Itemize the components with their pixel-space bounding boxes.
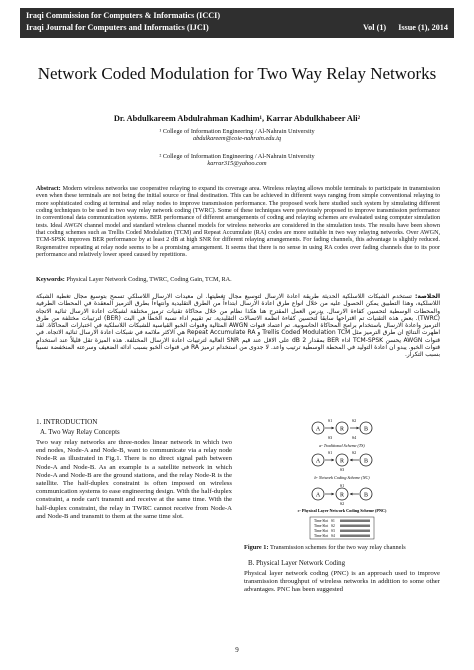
slot-s4-label: S4: [351, 435, 357, 440]
arabic-abstract: [36, 293, 440, 359]
page-number: 9: [235, 646, 239, 654]
legend-slot-label: Time Slot: [314, 529, 329, 533]
node-b-label: B: [363, 426, 369, 433]
node-a-label: A: [315, 458, 321, 465]
abstract-label: Abstract:: [36, 186, 61, 192]
affiliation-1: [20, 128, 454, 143]
legend-slot-label: Time Slot: [314, 519, 329, 523]
legend-slot-label: Time Slot: [314, 524, 329, 528]
legend-slot-s2: S2: [331, 524, 335, 528]
node-b-label: B: [363, 492, 369, 499]
arabic-abstract-text: تستخدم الشبكات اللاسلكية الحديثة طريقة اعادة الارسال لتوسيع مجال تغطيتها. ان معيدات الارسال اللاسلكي تسمح بتوسيع مجال تغطية الشبكة اللاسلكية، وهذا التطبيق يمكن الحصول عليه من خلال انواع طرق اعادة الارسال ابتداءاً من الطرق التقليدية وانتهاءاً بطرق الترميز المعقدة في المحطات الطرفية والمحطات الوسطية لتحسين كفاءة الارسال. يدرس العمل المقترح هنا هكذا نظام من خلال محاكاة تقنيات ترميز مختلفة لشبكات اعادة الارسال ثنائية الاتجاه (TWRC). بعض هذه التقنيات تم اقتراحها سابقاً لتحسين كفاءة انظمة الاتصالات التقليدية. تم تقييم اداء نسبة الخطأ في البت (BER) لترتيبات مختلفة من طرق الترميز واعادة الارسال باستخدام برامج المحاكاة الحاسوبية. تم اعتماد قنوات AWGN المثالية وقنوات الخبو القياسية للشبكات اللاسلكية في اختبارات المحاكاة. لقد اظهرت النتائج ان طرق الترميز مثل Trellis Coded Modulation TCM و Repeat Accumulate RA هي الاكثر ملائمة في شبكات اعادة الارسال ثنائية الاتجاه. في قنوات AWGN يحسن TCM-SPSK اداء BER بمقدار 2 dB على الاقل عند قيم SNR العالية لترتيبات اعادة الارسال المختلفة. هذه الميزة تقل قليلاً عند استخدام قنوات الخبو. يبدو ان اعادة التوليد في المحطة الوسطية ترتيب واعد. لا جدوى من استخدام ترميز RA في قنوات الخبو بسبب ادائه الضعيف وسرعته المنخفضة نسبياً بسبب التكرار.: [36, 293, 441, 359]
affiliation-1-email[interactable]: abdulkareem@coie-nahrain.edu.iq: [192, 135, 282, 143]
legend-slot-label: Time Slot: [314, 534, 329, 538]
slot-s1-label: S1: [327, 418, 333, 423]
legend-slot-s1-bar: [340, 520, 370, 523]
slot-s3-label: S3: [327, 435, 333, 440]
subsection-heading-pnc: B. Physical Layer Network Coding: [248, 559, 346, 567]
introduction-paragraph: Two way relay networks are three-nodes linear network in which two end nodes, Node-A and Node-B, want to communicate via a relay node Node-R as illustrated in Fig.1. There is no direct signal path between Node-A and Node-B. As an example is a satellite network in which Node-A and Node-B are the ground stations, and the relay Node-R is the satellite. The half-duplex constraint is often imposed on wireless communication systems to ease engineering design. With the half-duplex constraint, a node can't transmit and receive at the same time. With the half-duplex constraint, the relay in TWRC cannot receive from Node-A and Node-B and transmit to them at the same time slot.: [36, 439, 232, 520]
legend-slot-s3: S3: [331, 529, 335, 533]
node-r-label: R: [339, 458, 345, 465]
header-volume-issue: [353, 23, 448, 32]
subsection-heading-two-way-relay: A. Two Way Relay Concepts: [40, 429, 120, 436]
header-commission: Iraqi Commission for Computers & Informatics (ICCI): [26, 11, 221, 20]
figure-1-caption-text: Transmission schemes for the two way relay channels: [270, 544, 406, 551]
legend-slot-s4: S4: [331, 534, 335, 538]
node-a-label: A: [315, 426, 321, 433]
header-volume: Vol (1): [363, 23, 387, 32]
slot-s1-label: S1: [339, 483, 345, 488]
legend-slot-s4-bar: [340, 535, 370, 538]
keywords-label: Keywords:: [36, 276, 65, 283]
figure-1: [244, 418, 440, 540]
left-column: [36, 418, 232, 521]
arabic-abstract-label: الخلاصة:: [414, 293, 440, 300]
affiliation-2-email[interactable]: karrar315@yahoo.com: [207, 160, 267, 168]
slot-s2-label: S2: [351, 450, 357, 455]
scheme-b-label: b- Network Coding Scheme (NC): [314, 475, 370, 480]
slot-s2-label: S2: [339, 501, 345, 506]
legend-slot-s2-bar: [340, 525, 370, 528]
keywords: [36, 276, 440, 283]
node-r-label: R: [339, 426, 345, 433]
affiliation-1-line: ¹ College of Information Engineering / Al-Nahrain University: [159, 128, 315, 135]
node-r-label: R: [339, 492, 345, 499]
slot-s1-label: S1: [327, 450, 333, 455]
paper-authors: Dr. Abdulkareem Abdulrahman Kadhim¹, Karrar Abdulkhabeer Ali²: [113, 114, 361, 123]
journal-header: [20, 8, 454, 38]
figure-1-diagram: [244, 418, 440, 540]
node-a-label: A: [315, 492, 321, 499]
time-slot-legend: [310, 517, 374, 539]
scheme-c-label: c- Physical Layer Network Coding Scheme (PNC): [297, 508, 387, 513]
node-b-label: B: [363, 458, 369, 465]
scheme-a-ts: [312, 418, 372, 448]
legend-slot-s3-bar: [340, 530, 370, 533]
scheme-b-nc: [312, 450, 372, 480]
header-journal: Iraqi Journal for Computers and Informatics (IJCI): [26, 23, 209, 32]
figure-1-caption: [244, 544, 440, 552]
scheme-a-label: a- Traditional Scheme (TS): [319, 443, 365, 448]
right-column: [244, 418, 440, 594]
slot-s3-label: S3: [339, 467, 345, 472]
keywords-text: Physical Layer Network Coding, TWRC, Coding Gain, TCM, RA.: [66, 276, 232, 283]
section-heading-introduction: 1. INTRODUCTION: [36, 418, 98, 426]
legend-slot-s1: S1: [331, 519, 335, 523]
affiliation-2-line: ² College of Information Engineering / Al-Nahrain University: [159, 153, 315, 160]
paper-title: Network Coded Modulation for Two Way Relay Networks: [37, 64, 437, 83]
scheme-c-pnc: [298, 483, 387, 513]
affiliation-2: [20, 153, 454, 168]
abstract: [36, 186, 440, 259]
slot-s2-label: S2: [351, 418, 357, 423]
pnc-paragraph: Physical layer network coding (PNC) is an approach used to improve transmission throughput of wireless networks in addition to some other advantages. PNC has been suggested: [244, 569, 440, 593]
abstract-text: Modern wireless networks use cooperative relaying to expand its coverage area. Wireless relaying allows mobile terminals to participate in transmission even when these terminals are not being the initial source or final destination. This can be achieved in different ways ranging from simple conventional relaying to more sophisticated coding at terminal and relay nodes to improve transmission performance. The proposed work here studied such system by simulating different coding techniques to be used in two way relay network coding (TWRC). Some of these techniques were previously proposed to improve transmission performance in conventional data communication systems. BER performance of different arrangements of coding and relaying schemes are evaluated using computer simulation tests. Ideal AWGN channel model and standard wireless channel models for wireless networks are considered in the simulation tests. The results have been shown that coding schemes such as Trellis Coded Modulation (TCM) and Repeat Accumulate (RA) codes are more suitable in two way relaying networks. Over AWGN, TCM-SPSK improves BER performance by at least 2 dB at high SNR for different relaying arrangements. For fading channels, this advantage is slightly reduced. Regenerative repeating at relay node seems to be a promising arrangement. It seems that there is no sense in using RA codes over fading channels due to its poor performance and relatively lower speed caused by repetitions.: [36, 186, 441, 259]
header-issue: Issue (1), 2014: [398, 23, 448, 32]
figure-1-caption-label: Figure 1:: [244, 544, 269, 551]
